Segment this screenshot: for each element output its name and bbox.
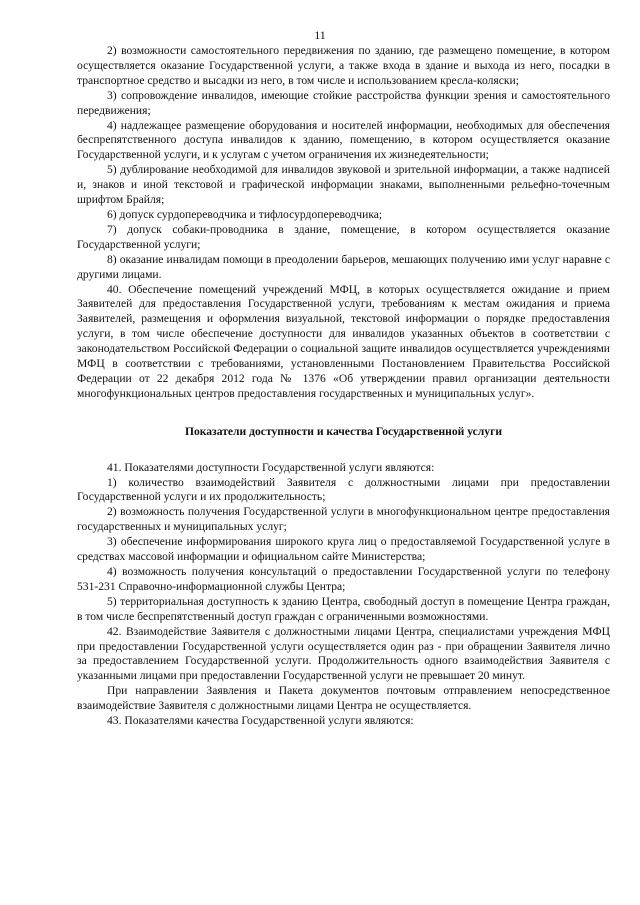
page-content: [77, 44, 610, 729]
paragraph-42: 42. Взаимодействие Заявителя с должностными лицами Центра, специалистами учреждения МФЦ при предоставлении Государственной услуги осуществляется один раз - при обращении Заявителя лично за предоставлением Государственной услуги. Продолжительность одного взаимодействия Заявителя с указанными лицами при предоставлении Государственной услуги не превышает 20 минут.: [77, 624, 610, 683]
paragraph-item-8: 8) оказание инвалидам помощи в преодолении барьеров, мешающих получению ими услуг наравне с другими лицами.: [77, 252, 610, 281]
paragraph-41: 41. Показателями доступности Государственной услуги являются:: [107, 460, 435, 474]
paragraph-43: 43. Показателями качества Государственной услуги являются:: [107, 714, 414, 728]
paragraph-41-item-3: 3) обеспечение информирования широкого круга лиц о предоставляемой Государственной услуге в средствах массовой информации и официальном сайте Министерства;: [77, 535, 610, 564]
paragraph-41-item-2: 2) возможность получения Государственной услуги в многофункциональном центре предоставления государственных и муниципальных услуг;: [77, 505, 610, 534]
paragraph-41-item-4: 4) возможность получения консультаций о предоставлении Государственной услуги по телефону 531-231 Справочно-информационной службы Центра;: [77, 565, 610, 593]
paragraph-item-4: 4) надлежащее размещение оборудования и носителей информации, необходимых для обеспечения беспрепятственного доступа инвалидов к зданию, помещению, в котором осуществляется оказание Государственной услуги, и к услугам с учетом ограничения их жизнедеятельности;: [77, 118, 610, 162]
paragraph-42-postal: При направлении Заявления и Пакета документов почтовым отправлением непосредственное взаимодействие Заявителя с должностными лицами Центра не осуществляется.: [77, 684, 610, 713]
paragraph-item-2: 2) возможности самостоятельного передвижения по зданию, где размещено помещение, в котором осуществляется оказание Государственной услуги, а также входа в здание и выхода из него, посадки в транспортное средство и высадки из него, в том числе и использованием кресла-коляски;: [77, 44, 610, 87]
paragraph-item-3: 3) сопровождение инвалидов, имеющие стойкие расстройства функции зрения и самостоятельного передвижения;: [77, 88, 610, 117]
paragraph-41-item-1: 1) количество взаимодействий Заявителя с должностными лицами при предоставлении Государственной услуги и их продолжительность;: [77, 475, 610, 504]
section-heading: Показатели доступности и качества Государственной услуги: [184, 424, 503, 438]
paragraph-item-6: 6) допуск сурдопереводчика и тифлосурдопереводчика;: [107, 207, 383, 221]
paragraph-item-7: 7) допуск собаки-проводника в здание, помещение, в котором осуществляется оказание Государственной услуги;: [77, 222, 610, 251]
paragraph-41-item-5: 5) территориальная доступность к зданию Центра, свободный доступ в помещение Центра граждан, в том числе беспрепятственный доступ граждан с ограниченными возможностями.: [77, 594, 610, 623]
paragraph-item-5: 5) дублирование необходимой для инвалидов звуковой и зрительной информации, а также надписей и, знаков и иной текстовой и графической информации знаками, выполненными рельефно-точечным шрифтом Брайля;: [77, 163, 610, 207]
paragraph-40: 40. Обеспечение помещений учреждений МФЦ, в которых осуществляется ожидание и прием Заявителей для предоставления Государственной услуги, требованиям к местам ожидания и приема Заявителей, размещения и оформления визуальной, текстовой информации о порядке предоставления услуги, в том числе обеспечение доступности для инвалидов указанных объектов в соответствии с законодательством Российской Федерации о социальной защите инвалидов осуществляется учреждениями МФЦ в соответствии с требованиями, установленными Постановлением Правительства Российской Федерации от 22 декабря 2012 года № 1376 «Об утверждении правил организации деятельности многофункциональных центров предоставления государственных и муниципальных услуг».: [77, 282, 610, 400]
page-number: 11: [314, 28, 326, 42]
